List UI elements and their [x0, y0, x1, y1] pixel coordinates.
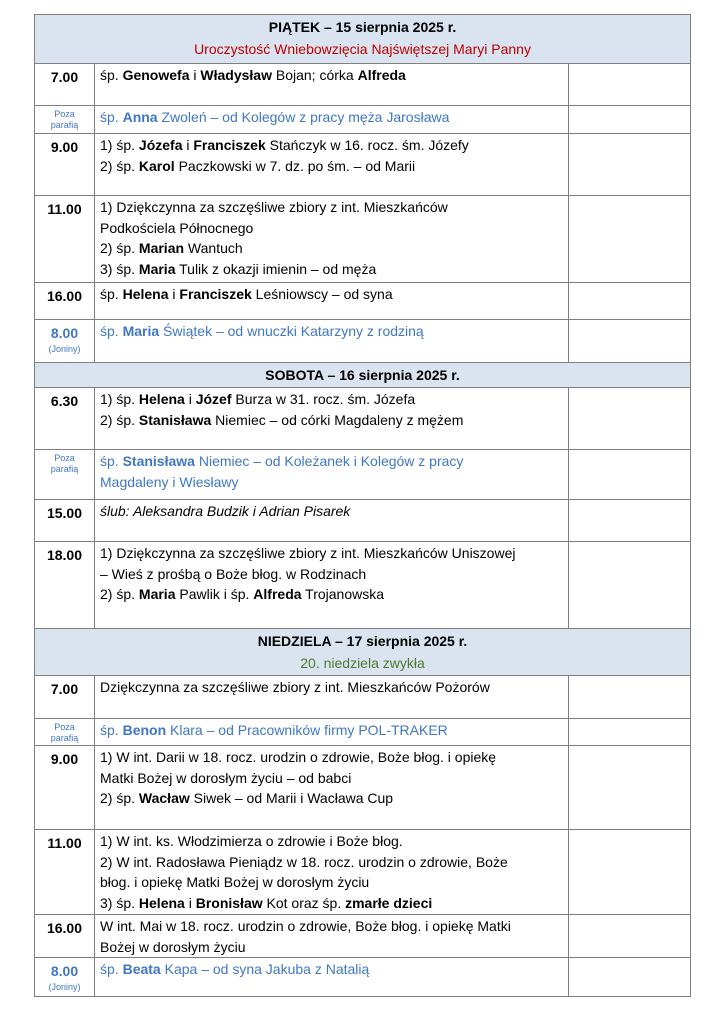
name-bold: Maria [138, 586, 176, 602]
intention-line [100, 197, 564, 218]
table-row [35, 388, 691, 450]
day-header [35, 629, 691, 676]
notes-cell [569, 106, 691, 134]
intention [95, 320, 569, 363]
intention [95, 676, 569, 719]
notes-cell [569, 134, 691, 196]
mass-time: 15.00 [35, 500, 95, 542]
time-note-word: parafią [50, 464, 79, 474]
text-run: Kapa – od syna Jakuba z Natalią [160, 961, 370, 977]
intention-line [100, 156, 564, 177]
text-run: 1) Dziękczynna za szczęśliwe zbiory z int. Mieszkańców Uniszowej [100, 545, 516, 561]
mass-time: 11.00 [35, 196, 95, 283]
name-bold: Władysław [200, 67, 272, 83]
intention [95, 719, 569, 746]
mass-time [35, 320, 95, 363]
intention [95, 388, 569, 450]
name-bold: Genowefa [122, 67, 190, 83]
text-run: Kot oraz śp. [262, 894, 346, 911]
text-run: Bojan; córka [271, 67, 358, 83]
time-note-word: Poza [54, 109, 75, 119]
text-run: Świątek – od wnuczki Katarzyny z rodziną [159, 323, 424, 339]
table-row [35, 106, 691, 134]
mass-time [35, 719, 95, 746]
intention-line [100, 451, 564, 472]
name-bold: zmarłe dzieci [345, 894, 433, 911]
table-row [35, 542, 691, 629]
mass-time-value: 8.00 [50, 325, 79, 341]
day-title: SOBOTA – 16 sierpnia 2025 r. [265, 367, 460, 383]
time-note-word: Poza [54, 453, 75, 463]
notes-cell [569, 542, 691, 629]
intention [95, 958, 569, 997]
intention-line [100, 135, 564, 156]
text-run: 1) śp. [100, 137, 139, 153]
text-run: i [184, 894, 196, 911]
table-row [35, 958, 691, 997]
mass-time: 11.00 [35, 830, 95, 915]
text-run: śp. [100, 109, 123, 125]
text-run: Klara – od Pracowników firmy POL-TRAKER [166, 722, 448, 738]
text-run: śp. [100, 722, 123, 738]
name-bold: Helena [138, 391, 185, 407]
intention [95, 196, 569, 283]
notes-cell [569, 915, 691, 958]
intention-line [100, 410, 564, 431]
mass-schedule-table [34, 14, 691, 997]
text-run: Bożej w dorosłym życiu [100, 938, 246, 955]
intention-line [100, 720, 564, 741]
text-run: 1) śp. [100, 391, 139, 407]
text-run: W int. Mai w 18. rocz. urodzin o zdrowie, Boże błog. i opiekę Matki [100, 918, 511, 934]
table-row [35, 450, 691, 500]
text-run: 2) śp. [100, 157, 139, 174]
name-bold: Helena [138, 894, 185, 911]
mass-time: 9.00 [35, 134, 95, 196]
mass-time: 16.00 [35, 915, 95, 958]
time-note-word: parafią [50, 120, 79, 130]
day-header [35, 363, 691, 388]
intention [95, 106, 569, 134]
name-bold: Karol [138, 157, 175, 174]
day-header-row [35, 629, 691, 676]
intention [95, 64, 569, 106]
name-bold: Bronisław [195, 894, 263, 911]
text-run: 3) śp. [100, 894, 139, 911]
text-run: Leśniowscy – od syna [251, 286, 393, 302]
table-row [35, 320, 691, 363]
notes-cell [569, 676, 691, 719]
intention-line [100, 852, 564, 873]
mass-time: 16.00 [35, 283, 95, 320]
notes-cell [569, 320, 691, 363]
notes-cell [569, 500, 691, 542]
intention [95, 830, 569, 915]
name-bold: Alfreda [357, 67, 406, 83]
text-run: 2) śp. [100, 411, 139, 428]
table-row [35, 64, 691, 106]
intention-line [100, 564, 564, 585]
mass-time [35, 106, 95, 134]
notes-cell [569, 450, 691, 500]
day-title: PIĄTEK – 15 sierpnia 2025 r. [268, 19, 457, 35]
intention-line [100, 747, 564, 768]
name-bold: Franciszek [193, 137, 266, 153]
text-run: śp. [100, 67, 123, 83]
table-row [35, 676, 691, 719]
intention [95, 500, 569, 542]
text-run: i [168, 286, 180, 302]
text-run: Zwoleń – od Kolegów z pracy męża Jarosława [157, 109, 450, 125]
notes-cell [569, 958, 691, 997]
text-run: śp. [100, 286, 123, 302]
name-bold: Franciszek [179, 286, 252, 302]
notes-cell [569, 830, 691, 915]
mass-time: 7.00 [35, 676, 95, 719]
intention-line [100, 389, 564, 410]
text-run: 2) śp. [100, 240, 139, 256]
intention-line [100, 238, 564, 259]
text-run: Burza w 31. rocz. śm. Józefa [231, 391, 416, 407]
intention-line [100, 937, 564, 958]
name-bold: Stanisława [138, 411, 212, 428]
intention-line [100, 472, 564, 493]
intention-line [100, 284, 564, 305]
day-subtitle: Uroczystość Wniebowzięcia Najświętszej Maryi Panny [194, 41, 531, 57]
time-note-word: Poza [54, 722, 75, 732]
mass-time: 18.00 [35, 542, 95, 629]
text-run: błog. i opiekę Matki Bożej w dorosłym życiu [100, 874, 370, 890]
notes-cell [569, 719, 691, 746]
text-run: Podkościela Północnego [100, 219, 254, 236]
table-row [35, 830, 691, 915]
mass-time-value: 8.00 [50, 963, 79, 979]
mass-time: 6.30 [35, 388, 95, 450]
name-bold: Anna [122, 109, 158, 125]
intention-line [100, 916, 564, 937]
text-run: 2) W int. Radosława Pieniądz w 18. rocz. urodzin o zdrowie, Boże [100, 853, 508, 870]
mass-location: (Joniny) [48, 982, 81, 992]
text-run: i [189, 67, 201, 83]
intention-line [100, 584, 564, 605]
day-header-row [35, 15, 691, 64]
intention [95, 450, 569, 500]
text-run: 1) W int. Darii w 18. rocz. urodzin o zdrowie, Boże błog. i opiekę [100, 749, 497, 765]
intention-line [100, 872, 564, 893]
intention-line [100, 501, 564, 522]
name-bold: Helena [122, 286, 169, 302]
intention-line [100, 65, 564, 86]
intention [95, 746, 569, 830]
notes-cell [569, 283, 691, 320]
text-run: Pawlik i śp. [175, 586, 254, 602]
text-run: 2) śp. [100, 790, 139, 806]
text-run: śp. [100, 323, 123, 339]
intention-line [100, 788, 564, 809]
intention-line [100, 768, 564, 789]
notes-cell [569, 196, 691, 283]
text-run: Dziękczynna za szczęśliwe zbiory z int. Mieszkańców Pożorów [100, 679, 490, 695]
table-row [35, 283, 691, 320]
text-run: 1) W int. ks. Włodzimierza o zdrowie i Boże błog. [100, 833, 403, 849]
time-note-word: parafią [50, 733, 79, 743]
notes-cell [569, 746, 691, 830]
name-bold: Benon [122, 722, 167, 738]
intention-line [100, 321, 564, 342]
table-row [35, 915, 691, 958]
day-header [35, 15, 691, 64]
text-run: 1) Dziękczynna za szczęśliwe zbiory z int. Mieszkańców [100, 199, 448, 215]
text-run: śp. [100, 961, 123, 977]
text-run: Trojanowska [301, 586, 385, 602]
intention [95, 134, 569, 196]
mass-time: 9.00 [35, 746, 95, 830]
name-bold: Józef [195, 391, 232, 407]
intention-line [100, 259, 564, 280]
text-run: śp. [100, 453, 123, 469]
intention-line [100, 218, 564, 239]
day-subtitle: 20. niedziela zwykła [300, 655, 425, 671]
name-bold: Alfreda [253, 586, 302, 602]
day-header-row [35, 363, 691, 388]
mass-time [35, 958, 95, 997]
name-bold: Maria [122, 323, 160, 339]
day-title: NIEDZIELA – 17 sierpnia 2025 r. [257, 633, 468, 649]
text-run: Wantuch [184, 240, 243, 256]
notes-cell [569, 388, 691, 450]
name-bold: Józefa [138, 137, 183, 153]
text-run: Paczkowski w 7. dz. po śm. – od Marii [174, 157, 416, 174]
name-bold: Maria [138, 260, 176, 277]
table-row [35, 719, 691, 746]
intention-line [100, 959, 564, 980]
table-row [35, 746, 691, 830]
table-row [35, 196, 691, 283]
table-row [35, 134, 691, 196]
text-run: i [182, 137, 194, 153]
text-run: Matki Bożej w dorosłym życiu – od babci [100, 769, 352, 786]
intention-line [100, 677, 564, 698]
intention [95, 283, 569, 320]
text-run: Siwek – od Marii i Wacława Cup [189, 790, 394, 806]
text-run: Stańczyk w 16. rocz. śm. Józefy [265, 137, 469, 153]
intention [95, 542, 569, 629]
text-run: – Wieś z prośbą o Boże błog. w Rodzinach [100, 565, 367, 582]
name-bold: Stanisława [122, 453, 195, 469]
name-bold: Beata [122, 961, 161, 977]
table-row [35, 500, 691, 542]
intention-line [100, 543, 564, 564]
intention [95, 915, 569, 958]
notes-cell [569, 64, 691, 106]
text-run: Niemiec – od córki Magdaleny z mężem [211, 411, 464, 428]
intention-line [100, 893, 564, 914]
text-run: 2) śp. [100, 586, 139, 602]
text-run: Magdaleny i Wiesławy [100, 473, 239, 490]
text-run: i [184, 391, 196, 407]
mass-location: (Joniny) [48, 344, 81, 354]
mass-time [35, 450, 95, 500]
text-run: Tulik z okazji imienin – od męża [175, 260, 377, 277]
intention-line [100, 831, 564, 852]
mass-time: 7.00 [35, 64, 95, 106]
text-run: Niemiec – od Koleżanek i Kolegów z pracy [194, 453, 464, 469]
text-run: ślub: Aleksandra Budzik i Adrian Pisarek [100, 503, 351, 519]
name-bold: Marian [138, 240, 185, 256]
intention-line [100, 107, 564, 128]
text-run: 3) śp. [100, 260, 139, 277]
name-bold: Wacław [138, 790, 190, 806]
